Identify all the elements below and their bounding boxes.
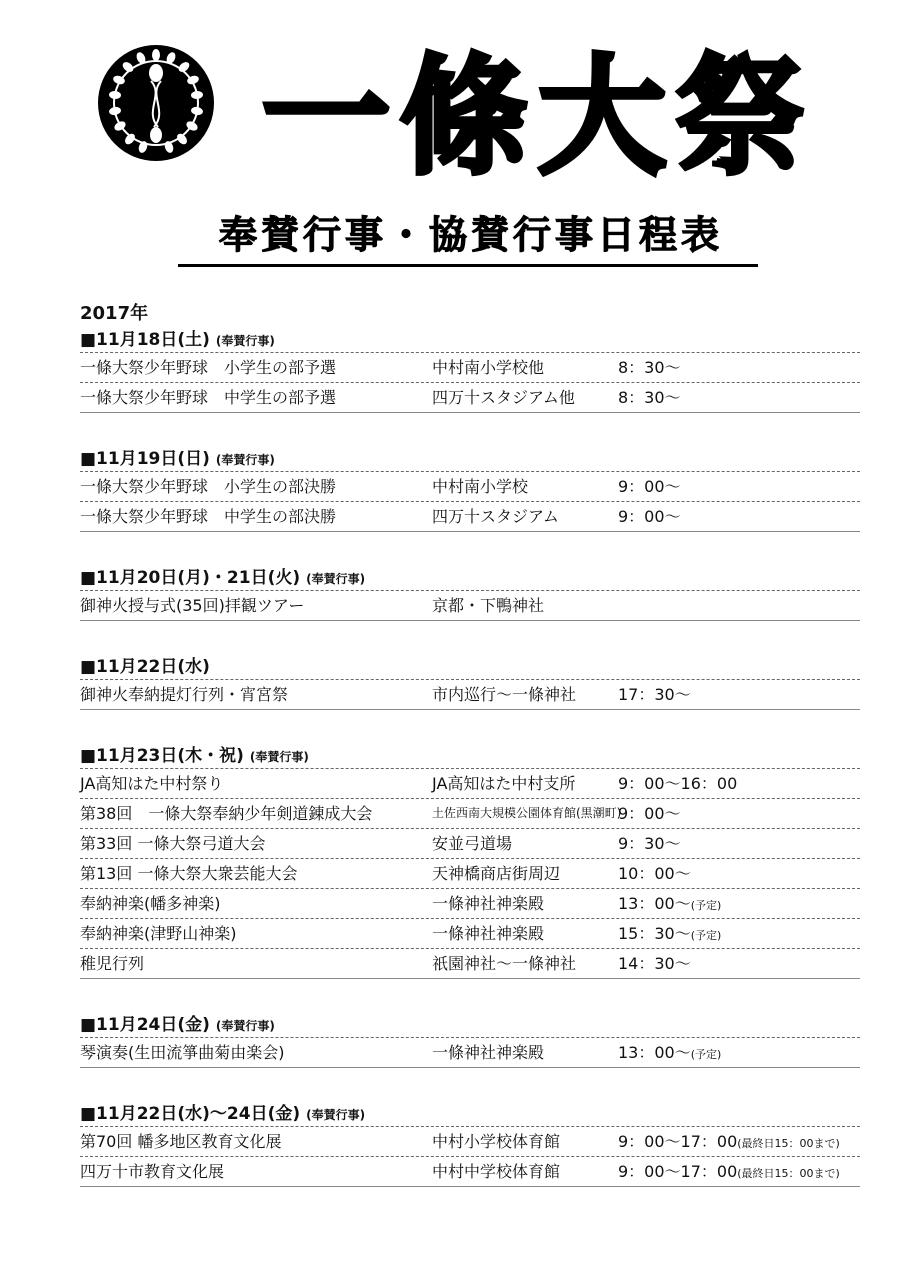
title-underline <box>178 264 758 267</box>
event-time-note: (最終日15：00まで) <box>737 1167 840 1180</box>
event-place: 市内巡行～一條神社 <box>432 685 577 704</box>
event-time-value: 9：00～17：00 <box>618 1162 738 1181</box>
section-tag: (奉賛行事) <box>306 1108 366 1122</box>
schedule-row <box>80 1127 860 1157</box>
event-name: 御神火奉納提灯行列・宵宮祭 <box>80 685 289 704</box>
event-place: 一條神社神楽殿 <box>432 924 545 943</box>
section-heading <box>80 655 860 680</box>
section-nov-19 <box>80 447 860 532</box>
section-nov-22-24 <box>80 1102 860 1187</box>
schedule-row <box>80 919 860 949</box>
event-name: 一條大祭少年野球 小学生の部予選 <box>80 358 337 377</box>
section-heading <box>80 328 860 353</box>
schedule-row <box>80 1157 860 1187</box>
event-time <box>618 1038 721 1069</box>
event-name: 第13回 一條大祭大衆芸能大会 <box>80 864 298 883</box>
section-heading <box>80 447 860 472</box>
schedule-list <box>80 328 860 1221</box>
page-title: 一條大祭 <box>262 42 815 192</box>
section-nov-22 <box>80 655 860 710</box>
event-name: 一條大祭少年野球 小学生の部決勝 <box>80 477 337 496</box>
event-time <box>618 1127 840 1158</box>
schedule-row <box>80 799 860 829</box>
event-name: 一條大祭少年野球 中学生の部決勝 <box>80 507 337 526</box>
event-place: 四万十スタジアム <box>432 507 559 526</box>
schedule-row <box>80 383 860 413</box>
event-name: 御神火授与式(35回)拝観ツアー <box>80 596 305 615</box>
event-time-value: 13：00～ <box>618 1043 691 1062</box>
section-nov-23 <box>80 744 860 979</box>
event-name: 琴演奏(生田流箏曲菊由楽会) <box>80 1043 285 1062</box>
schedule-row <box>80 353 860 383</box>
section-date: ■11月22日(水) <box>80 657 210 677</box>
event-time: 9：00～ <box>618 804 681 823</box>
event-place: 京都・下鴨神社 <box>432 596 545 615</box>
section-date: ■11月24日(金) <box>80 1015 210 1035</box>
event-time-note: (予定) <box>690 899 722 912</box>
event-place: 中村南小学校 <box>432 477 529 496</box>
event-time-value: 15：30～ <box>618 924 691 943</box>
event-place: 四万十スタジアム他 <box>432 388 575 407</box>
event-place: 中村南小学校他 <box>432 358 545 377</box>
event-place: JA高知はた中村支所 <box>432 774 576 793</box>
schedule-row <box>80 680 860 710</box>
schedule-row <box>80 889 860 919</box>
event-time: 17：30～ <box>618 685 691 704</box>
section-tag: (奉賛行事) <box>215 334 275 348</box>
event-name: 第70回 幡多地区教育文化展 <box>80 1132 282 1151</box>
section-heading <box>80 1013 860 1038</box>
schedule-row <box>80 472 860 502</box>
event-name: 奉納神楽(幡多神楽) <box>80 894 221 913</box>
event-place: 土佐西南大規模公園体育館(黒潮町) <box>432 806 622 820</box>
event-time-value: 13：00～ <box>618 894 691 913</box>
event-time <box>618 1157 840 1188</box>
wisteria-crest-icon <box>96 43 216 163</box>
schedule-row <box>80 829 860 859</box>
section-tag: (奉賛行事) <box>306 572 366 586</box>
event-time-note: (予定) <box>690 929 722 942</box>
section-tag: (奉賛行事) <box>215 453 275 467</box>
section-date: ■11月22日(水)～24日(金) <box>80 1104 301 1124</box>
section-heading <box>80 1102 860 1127</box>
section-heading <box>80 566 860 591</box>
event-time: 8：30～ <box>618 358 681 377</box>
schedule-row <box>80 502 860 532</box>
event-time-value: 9：00～17：00 <box>618 1132 738 1151</box>
event-time <box>618 919 721 950</box>
event-place: 中村小学校体育館 <box>432 1132 561 1151</box>
event-time: 9：00～ <box>618 507 681 526</box>
event-place: 一條神社神楽殿 <box>432 894 545 913</box>
event-place: 天神橋商店街周辺 <box>432 864 561 883</box>
event-name: 第33回 一條大祭弓道大会 <box>80 834 266 853</box>
schedule-row <box>80 859 860 889</box>
event-name: 稚児行列 <box>80 954 145 973</box>
event-place: 安並弓道場 <box>432 834 513 853</box>
event-name: 四万十市教育文化展 <box>80 1162 225 1181</box>
event-time: 9：00～ <box>618 477 681 496</box>
event-name: 一條大祭少年野球 中学生の部予選 <box>80 388 337 407</box>
section-date: ■11月19日(日) <box>80 449 210 469</box>
schedule-row <box>80 769 860 799</box>
event-name: JA高知はた中村祭り <box>80 774 224 793</box>
section-tag: (奉賛行事) <box>215 1019 275 1033</box>
section-date: ■11月18日(土) <box>80 330 210 350</box>
section-nov-20-21 <box>80 566 860 621</box>
event-place: 中村中学校体育館 <box>432 1162 561 1181</box>
event-time-note: (予定) <box>690 1048 722 1061</box>
event-time-note: (最終日15：00まで) <box>737 1137 840 1150</box>
section-date: ■11月20日(月)・21日(火) <box>80 568 301 588</box>
page-subtitle: 奉賛行事・協賛行事日程表 <box>218 212 723 257</box>
schedule-row <box>80 1038 860 1068</box>
event-place: 一條神社神楽殿 <box>432 1043 545 1062</box>
schedule-row <box>80 591 860 621</box>
event-time <box>618 889 721 920</box>
event-time: 14：30～ <box>618 954 691 973</box>
event-name: 奉納神楽(津野山神楽) <box>80 924 237 943</box>
event-name: 第38回 一條大祭奉納少年剣道錬成大会 <box>80 804 373 823</box>
year-label: 2017年 <box>80 303 149 324</box>
section-heading <box>80 744 860 769</box>
section-tag: (奉賛行事) <box>249 750 309 764</box>
event-time: 10：00～ <box>618 864 691 883</box>
schedule-row <box>80 949 860 979</box>
event-time: 8：30～ <box>618 388 681 407</box>
event-time: 9：30～ <box>618 834 681 853</box>
section-nov-24 <box>80 1013 860 1068</box>
event-place: 祇園神社～一條神社 <box>432 954 577 973</box>
event-time: 9：00～16：00 <box>618 774 738 793</box>
section-nov-18 <box>80 328 860 413</box>
section-date: ■11月23日(木・祝) <box>80 746 244 766</box>
